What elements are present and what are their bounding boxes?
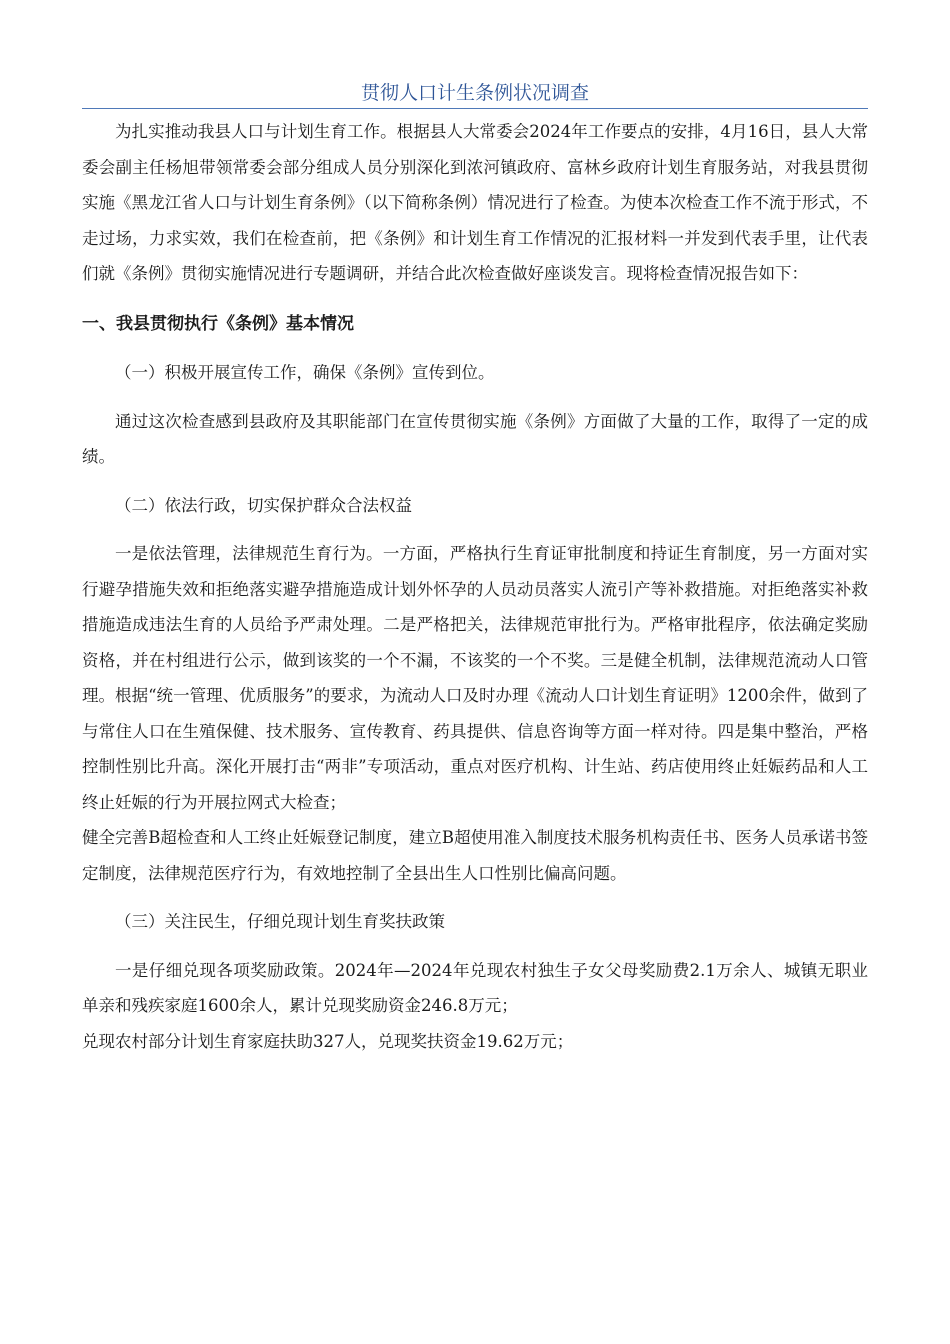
- subsection-heading-2: （二）依法行政，切实保护群众合法权益: [115, 495, 412, 515]
- subsection-heading-1: （一）积极开展宣传工作，确保《条例》宣传到位。: [115, 363, 495, 382]
- document-body: [82, 114, 868, 1059]
- subsection-heading-3: （三）关注民生，仔细兑现计划生育奖扶政策: [115, 912, 445, 931]
- document-title: 贯彻人口计生条例状况调查: [360, 82, 589, 104]
- section-heading-1: 一、我县贯彻执行《条例》基本情况: [82, 313, 354, 334]
- body-paragraph: 健全完善B超检查和人工终止妊娠登记制度，建立B超使用准入制度技术服务机构责任书、医务人员承诺书签定制度，法律规范医疗行为，有效地控制了全县出生人口性别比偏高问题。: [82, 828, 868, 883]
- body-paragraph: 兑现农村部分计划生育家庭扶助327人，兑现奖扶资金19.62万元；: [82, 1031, 574, 1051]
- title-underline: [82, 108, 868, 109]
- body-paragraph: 一是仔细兑现各项奖励政策。2024年—2024年兑现农村独生子女父母奖励费2.1万余人、城镇无职业单亲和残疾家庭1600余人，累计兑现奖励资金246.8万元；: [82, 960, 868, 1015]
- body-paragraph: 通过这次检查感到县政府及其职能部门在宣传贯彻实施《条例》方面做了大量的工作，取得了一定的成绩。: [82, 411, 868, 466]
- body-paragraph: 一是依法管理，法律规范生育行为。一方面，严格执行生育证审批制度和持证生育制度，另一方面对实行避孕措施失效和拒绝落实避孕措施造成计划外怀孕的人员动员落实人流引产等补救措施。对拒绝落实补救措施造成违法生育的人员给予严肃处理。二是严格把关，法律规范审批行为。严格审批程序，依法确定奖励资格，并在村组进行公示，做到该奖的一个不漏，不该奖的一个不奖。三是健全机制，法律规范流动人口管理。根据“统一管理、优质服务”的要求，为流动人口及时办理《流动人口计划生育证明》1200余件，做到了与常住人口在生殖保健、技术服务、宣传教育、药具提供、信息咨询等方面一样对待。四是集中整治，严格控制性别比升高。深化开展打击“两非”专项活动，重点对医疗机构、计生站、药店使用终止妊娠药品和人工终止妊娠的行为开展拉网式大检查；: [82, 544, 868, 812]
- intro-paragraph: 为扎实推动我县人口与计划生育工作。根据县人大常委会2024年工作要点的安排，4月16日，县人大常委会副主任杨旭带领常委会部分组成人员分别深化到浓河镇政府、富林乡政府计划生育服务站，对我县贯彻实施《黑龙江省人口与计划生育条例》（以下简称条例）情况进行了检查。为使本次检查工作不流于形式，不走过场，力求实效，我们在检查前，把《条例》和计划生育工作情况的汇报材料一并发到代表手里，让代表们就《条例》贯彻实施情况进行专题调研，并结合此次检查做好座谈发言。现将检查情况报告如下：: [82, 122, 868, 283]
